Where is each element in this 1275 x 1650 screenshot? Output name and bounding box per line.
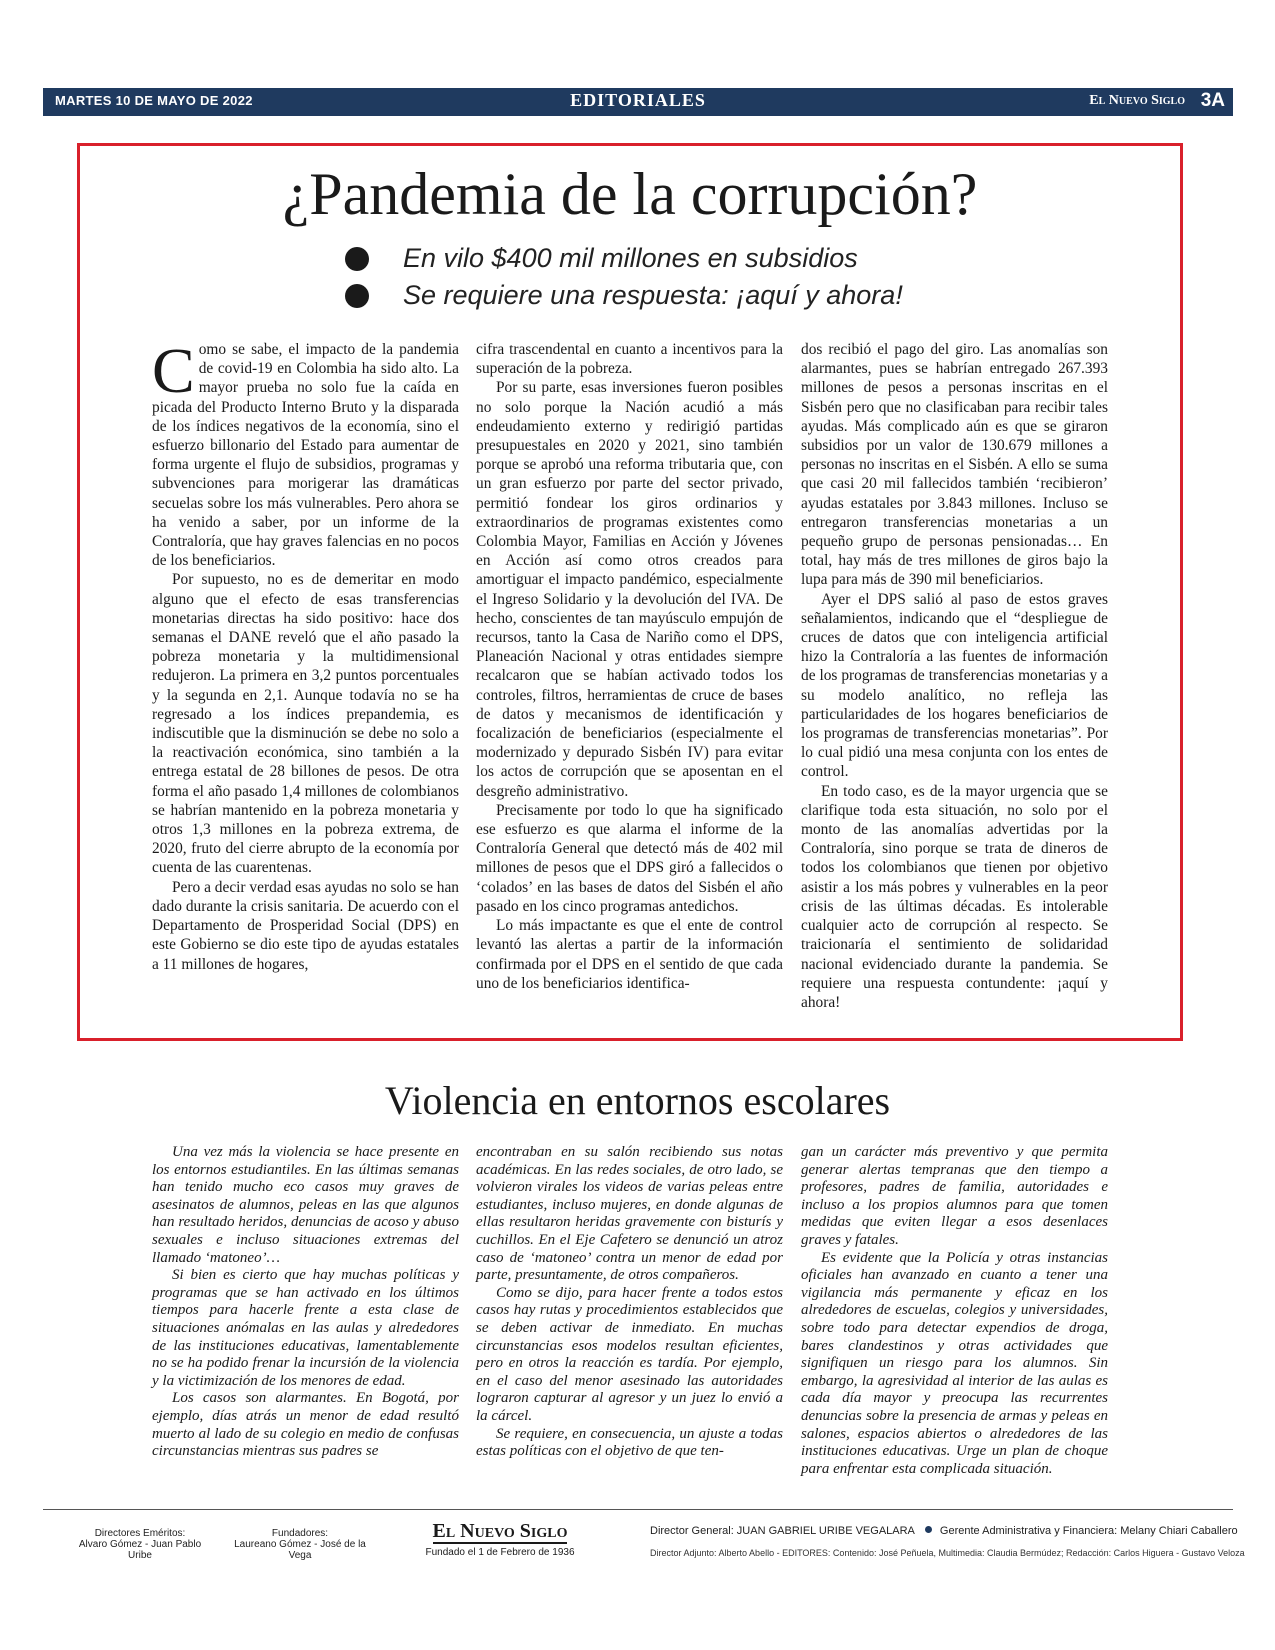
paragraph: Precisamente por todo lo que ha significado ese esfuerzo es que alarma el informe de la Contraloría General que detectó más de 402 mil millones de pesos que el DPS giró a fallecidos o ‘colados’ en las bases de datos del Sisbén el año pasado en los cinco programas antedichos. (476, 801, 783, 915)
issue-date: MARTES 10 DE MAYO DE 2022 (55, 93, 253, 108)
editorial-1-column-3 (801, 340, 1108, 1012)
directores-label: Directores Eméritos: (94, 1528, 186, 1539)
page-header-bar (43, 88, 1233, 116)
editorial-2-column-2 (476, 1144, 783, 1461)
paragraph: Una vez más la violencia se hace presente en los entornos estudiantiles. En las últimas semanas han tenido mucho eco casos muy graves de asesinatos de alumnos, peleas en las que algunos han resultado heridos, denuncias de acoso y abuso sexuales e incluso situaciones extremas del llamado ‘matoneo’… (152, 1144, 459, 1266)
brand-name: El Nuevo Siglo (1089, 93, 1185, 108)
editorial-1-column-1 (152, 335, 459, 974)
paragraph: Lo más impactante es que el ente de control levantó las alertas a partir de la información confirmada por el DPS en el sentido de que cada uno de los beneficiarios identifica- (476, 917, 783, 992)
gerente: Gerente Administrativa y Financiera: Melany Chiari Caballero (939, 1525, 1238, 1537)
editorial-1-headline: ¿Pandemia de la corrupción? (282, 161, 978, 227)
paragraph: gan un carácter más preventivo y que permita generar alertas tempranas que den tiempo a profesores, padres de familia, autoridades e incluso a los propios alumnos para que tomen medidas que eviten llegar a esos desenlaces graves y fatales. (801, 1144, 1108, 1248)
paragraph: Si bien es cierto que hay muchas políticas y programas que se han activado en los últimos tiempos para hacerle frente a esta clase de situaciones anómalas en las aulas y alrededores de las instituciones educativas, lamentablemente no se ha podido frenar la incursión de la violencia y la victimización de los menores de edad. (152, 1267, 459, 1389)
editorial-2-column-1 (152, 1144, 459, 1461)
fundadores-names: Laureano Gómez - José de la Vega (234, 1539, 366, 1561)
footer-staff: Director Adjunto: Alberto Abello - EDITORES: Contenido: José Peñuela, Multimedia: Claudia Bermúdez; Redacción: Carlos Higuera - Gustavo Veloza (650, 1548, 1245, 1558)
footer-fundadores (225, 1528, 375, 1561)
paragraph: Como se sabe, el impacto de la pandemia de covid-19 en Colombia ha sido alto. La mayor prueba no solo fue la caída en picada del Producto Interno Bruto y la disparada de los índices negativos de la economía, sino el esfuerzo billonario del Estado para aumentar de forma urgente el flujo de subsidios, programas y subvenciones para morigerar las dramáticas secuelas sobre los más vulnerables. Pero ahora se ha venido a saber, por un informe de la Contraloría, que hay graves falencias en no pocos de los beneficiarios. (152, 335, 459, 570)
paragraph: encontraban en su salón recibiendo sus notas académicas. En las redes sociales, de otro lado, se volvieron virales los videos de varias peleas entre estudiantes, incluso mujeres, en donde algunas de ellas resultaron heridas gravemente con bisturís y cuchillos. En el Eje Cafetero se denunció un atroz caso de ‘matoneo’ contra un menor de edad por parte, presuntamente, de otros compañeros. (476, 1144, 783, 1284)
paragraph: Por supuesto, no es de demeritar en modo alguno que el efecto de esas transferencias monetarias directas ha sido positivo: hace dos semanas el DANE reveló que el año pasado la pobreza monetaria y la multidimensional redujeron. La primera en 3,2 puntos porcentuales y la segunda en 2,1. Aunque todavía no se ha regresado a los índices prepandemia, es indiscutible que la disminución se debe no solo a la reactivación económica, sino también a la entrega estatal de 28 billones de pesos. De otra forma el año pasado 1,4 millones de colombianos se habrían mantenido en la pobreza monetaria y otros 1,3 millones en la pobreza extrema, de 2020, fruto del cierre abrupto de la economía por cuenta de las cuarentenas. (152, 571, 459, 877)
subhead-item (345, 277, 1045, 314)
director-general: Director General: JUAN GABRIEL URIBE VEGALARA (650, 1525, 915, 1537)
paragraph: Se requiere, en consecuencia, un ajuste a todas estas políticas con el objetivo de que ten- (476, 1425, 783, 1460)
paragraph: Es evidente que la Policía y otras instancias oficiales han avanzado en cuanto a tener una vigilancia más permanente y eficaz en los alrededores de escuelas, colegios y universidades, sobre todo para detectar expendios de droga, bares clandestinos y otras actividades que signifiquen un riesgo para los alumnos. Sin embargo, la agresividad al interior de las aulas es cada día mayor y preocupa las recurrentes denuncias sobre la presencia de armas y peleas en salones, espacios abiertos o alrededores de las instituciones educativas. Urge un plan de choque para enfrentar esta complicada situación. (801, 1249, 1108, 1477)
paragraph: cifra trascendental en cuanto a incentivos para la superación de la pobreza. (476, 341, 783, 378)
bullet-icon (345, 247, 369, 271)
page-number: 3A (1200, 90, 1225, 111)
directores-names: Alvaro Gómez - Juan Pablo Uribe (78, 1539, 202, 1561)
footer-management (650, 1525, 1238, 1537)
subhead-text: En vilo $400 mil millones en subsidios (403, 243, 858, 273)
drop-cap: C (152, 335, 195, 406)
paragraph: Los casos son alarmantes. En Bogotá, por ejemplo, días atrás un menor de edad resultó muerto al lado de su colegio en medio de confusas circunstancias mientras sus padres se (152, 1390, 459, 1460)
footer-divider (43, 1509, 1233, 1510)
bullet-icon (345, 284, 369, 308)
subhead-item (345, 240, 1045, 277)
section-title: EDITORIALES (570, 90, 706, 110)
subhead-text: Se requiere una respuesta: ¡aquí y ahora! (403, 280, 903, 310)
separator-dot-icon (925, 1526, 932, 1533)
paragraph: dos recibió el pago del giro. Las anomalías son alarmantes, pues se habrían entregado 267.393 millones de pesos a personas inscritas en el Sisbén pero que no clasificaban para recibir tales ayudas. Más complicado aún es que se giraron subsidios por un valor de 130.679 millones a personas no inscritas en el Sisbén. A ello se suma que casi 20 mil fallecidos también ‘recibieron’ ayudas estatales por 3.843 millones. Incluso se entregaron transferencias monetarias a un pequeño grupo de personas pensionadas… En total, hay más de tres millones de giros bajo la lupa para más de 390 mil beneficiarios. (801, 341, 1108, 589)
founded-date: Fundado el 1 de Febrero de 1936 (425, 1547, 575, 1558)
masthead-logo: El Nuevo Siglo (432, 1520, 568, 1542)
editorial-1-column-2 (476, 340, 783, 993)
editorial-1-subheads (345, 240, 1045, 314)
fundadores-label: Fundadores: (271, 1528, 329, 1539)
editorial-2-column-3 (801, 1144, 1108, 1478)
paragraph: Por su parte, esas inversiones fueron posibles no solo porque la Nación acudió a más endeudamiento externo y redirigió partidas presupuestales en 2020 y 2021, sino también porque se aprobó una reforma tributaria que, con un gran esfuerzo por parte del sector privado, permitió fondear los giros ordinarios y extraordinarios de programas existentes como Colombia Mayor, Familias en Acción y Jóvenes en Acción así como otros creados para amortiguar el impacto pandémico, especialmente el Ingreso Solidario y la devolución del IVA. De hecho, conscientes de tan mayúsculo empujón de recursos, tanto la Casa de Nariño como el DPS, Planeación Nacional y otras entidades siempre recalcaron que se habían activado todos los controles, filtros, herramientas de cruce de bases de datos y mecanismos de identificación y focalización de beneficiarios (especialmente el modernizado y depurado Sisbén IV) para evitar los actos de corrupción que se aposentan en el desgreño administrativo. (476, 379, 783, 800)
paragraph: En todo caso, es de la mayor urgencia que se clarifique toda esta situación, no solo por el monto de las anomalías advertidas por la Contraloría, sino porque se trata de dineros de todos los colombianos que tienen por objetivo asistir a los más pobres y vulnerables en la peor crisis de las últimas décadas. Es intolerable cualquier acto de corrupción al respecto. Se traicionaría el sentimiento de solidaridad nacional evidenciado durante la pandemia. Se requiere una respuesta contundente: ¡aquí y ahora! (801, 782, 1108, 1011)
footer-directores (70, 1528, 210, 1561)
paragraph: Pero a decir verdad esas ayudas no solo se han dado durante la crisis sanitaria. De acuerdo con el Departamento de Prosperidad Social (DPS) en este Gobierno se dio este tipo de ayudas estatales a 11 millones de hogares, (152, 878, 459, 973)
editorial-2-headline: Violencia en entornos escolares (384, 1078, 891, 1123)
footer-masthead (420, 1520, 580, 1558)
paragraph: Como se dijo, para hacer frente a todos estos casos hay rutas y procedimientos establecidos que se deben activar de inmediato. En muchas circunstancias esos modelos resultan eficientes, pero en otros la reacción es tardía. Por ejemplo, en el caso del menor asesinado las autoridades lograron capturar al agresor y un juez lo envió a la cárcel. (476, 1284, 783, 1424)
paragraph: Ayer el DPS salió al paso de estos graves señalamientos, indicando que el “despliegue de cruces de datos que con inteligencia artificial hizo la Contraloría a las fuentes de información de los programas de transferencias monetarias y a su modelo analítico, no refleja las particularidades de los hogares beneficiarios de los programas de transferencias monetarias”. Por lo cual pidió una mesa conjunta con los entes de control. (801, 590, 1108, 781)
